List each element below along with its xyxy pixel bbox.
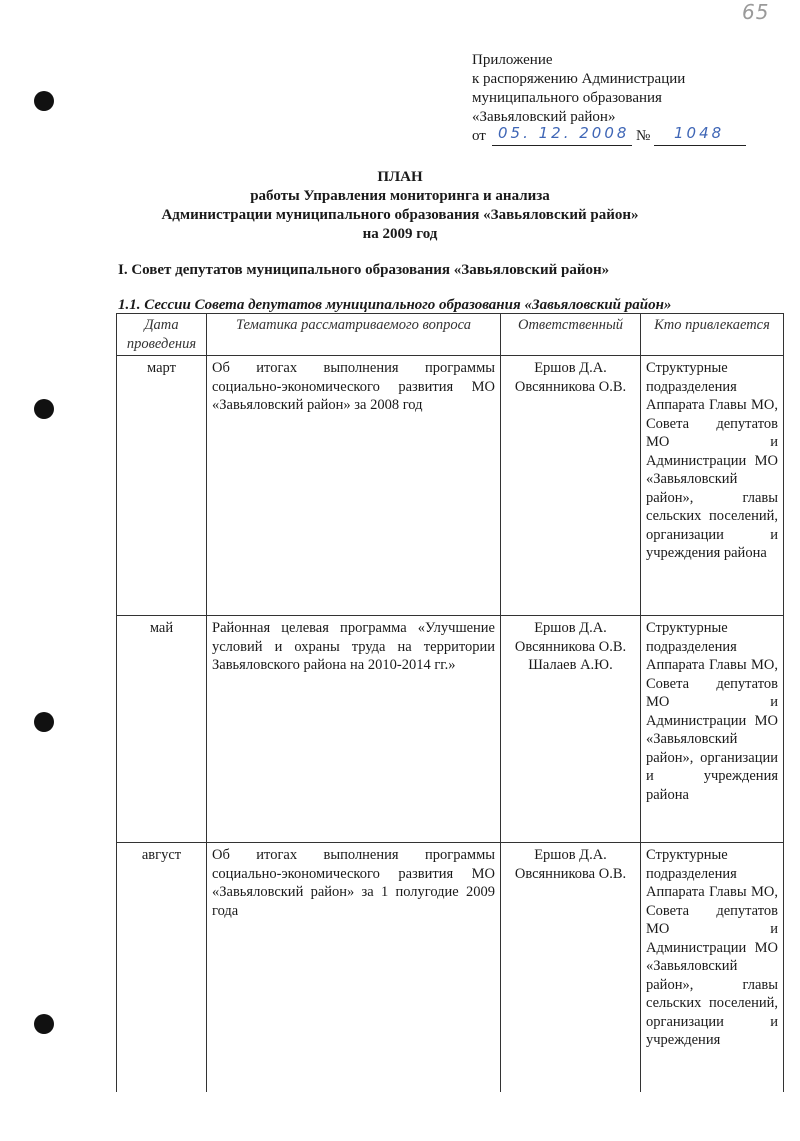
title-line: работы Управления мониторинга и анализа bbox=[250, 188, 550, 204]
cell-date: май bbox=[117, 616, 207, 843]
responsible-person: Овсянникова О.В. bbox=[514, 865, 627, 882]
handwritten-number: 1048 bbox=[674, 124, 725, 142]
header-topic: Тематика рассматриваемого вопроса bbox=[207, 314, 501, 356]
subsection-heading: 1.1. Сессии Совета депутатов муниципального образования «Завьяловский район» bbox=[118, 297, 672, 313]
appendix-line: муниципального образования bbox=[472, 90, 662, 106]
responsible-person: Овсянникова О.В. bbox=[514, 638, 627, 655]
document-title bbox=[0, 168, 800, 244]
binder-hole bbox=[34, 399, 54, 419]
page-number: 65 bbox=[742, 0, 770, 24]
cell-responsible bbox=[501, 356, 641, 616]
cell-involved: Структурные подразделения Аппарата Главы МО, Совета депутатов МО и Администрации МО «Завьяловский район», организации и учреждения района bbox=[641, 616, 784, 843]
title-line: ПЛАН bbox=[377, 169, 423, 185]
table-row bbox=[117, 843, 784, 1093]
appendix-block bbox=[472, 51, 725, 149]
cell-involved: Структурные подразделения Аппарата Главы МО, Совета депутатов МО и Администрации МО «Завьяловский район», главы сельских поселений, организации и учреждения bbox=[641, 843, 784, 1093]
cell-topic: Районная целевая программа «Улучшение условий и охраны труда на территории Завьяловского района на 2010-2014 гг.» bbox=[207, 616, 501, 843]
section-heading: I. Совет депутатов муниципального образования «Завьяловский район» bbox=[118, 262, 610, 278]
order-date-number-line bbox=[472, 124, 725, 149]
cell-topic: Об итогах выполнения программы социально-экономического развития МО «Завьяловский район» за 2008 год bbox=[207, 356, 501, 616]
table-header-row bbox=[117, 314, 784, 356]
responsible-person: Шалаев А.Ю. bbox=[528, 657, 613, 673]
responsible-person: Ершов Д.А. bbox=[534, 360, 607, 376]
title-line: Администрации муниципального образования «Завьяловский район» bbox=[161, 207, 639, 223]
cell-responsible bbox=[501, 616, 641, 843]
cell-date: март bbox=[117, 356, 207, 616]
appendix-line: «Завьяловский район» bbox=[472, 109, 616, 125]
title-line: на 2009 год bbox=[362, 226, 438, 242]
binder-hole bbox=[34, 712, 54, 732]
table-row bbox=[117, 356, 784, 616]
appendix-line: к распоряжению Администрации bbox=[472, 71, 686, 87]
binder-hole bbox=[34, 1014, 54, 1034]
date-label: от bbox=[472, 128, 486, 144]
responsible-person: Ершов Д.А. bbox=[534, 620, 607, 636]
number-underline bbox=[654, 145, 746, 146]
cell-date: август bbox=[117, 843, 207, 1093]
header-involved: Кто привлекается bbox=[641, 314, 784, 356]
cell-involved: Структурные подразделения Аппарата Главы МО, Совета депутатов МО и Администрации МО «Завьяловский район», главы сельских поселений, организации и учреждения района bbox=[641, 356, 784, 616]
header-responsible: Ответственный bbox=[501, 314, 641, 356]
binder-hole bbox=[34, 91, 54, 111]
cell-topic: Об итогах выполнения программы социально-экономического развития МО «Завьяловский район» за 1 полугодие 2009 года bbox=[207, 843, 501, 1093]
handwritten-date: 05. 12. 2008 bbox=[498, 124, 630, 142]
number-label: № bbox=[636, 128, 651, 144]
appendix-line: Приложение bbox=[472, 52, 553, 68]
responsible-person: Ершов Д.А. bbox=[534, 847, 607, 863]
header-date: Дата проведения bbox=[117, 314, 207, 356]
responsible-person: Овсянникова О.В. bbox=[514, 378, 627, 395]
plan-table bbox=[116, 313, 784, 1092]
cell-responsible bbox=[501, 843, 641, 1093]
date-underline bbox=[492, 145, 632, 146]
table-row bbox=[117, 616, 784, 843]
